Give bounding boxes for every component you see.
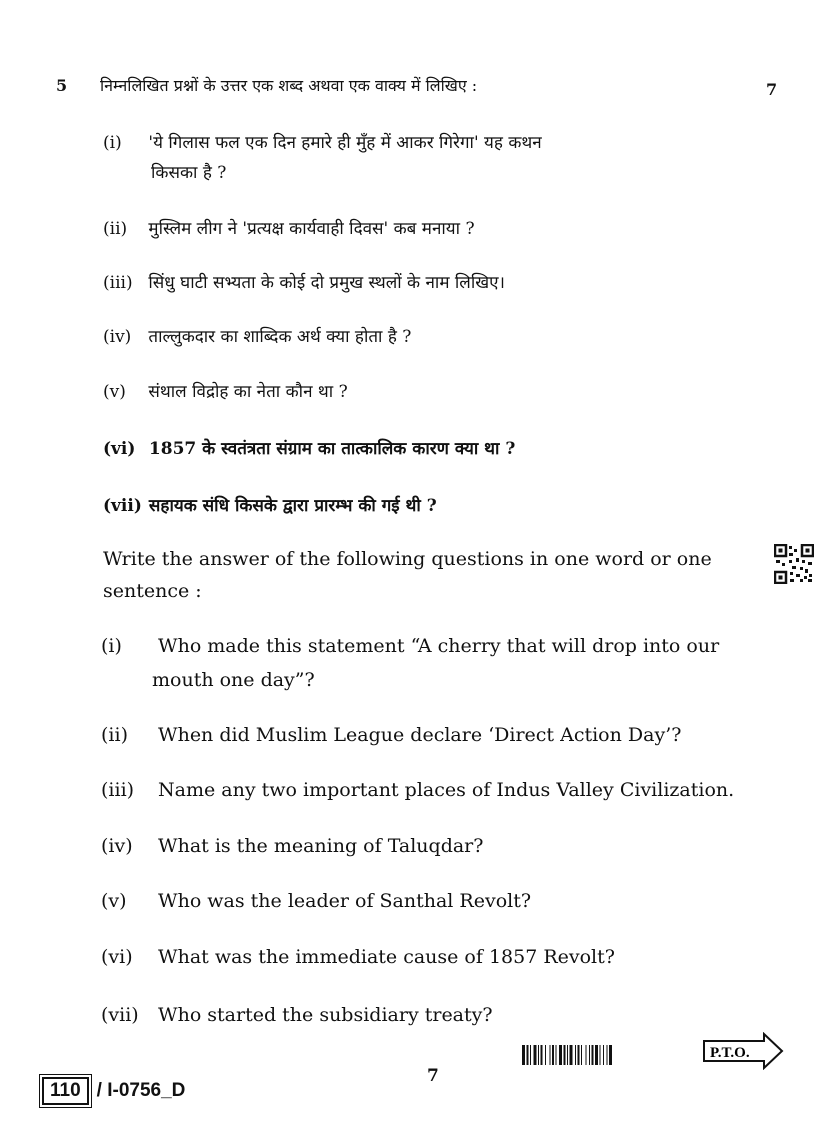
- item-label: (i): [101, 635, 122, 657]
- hindi-instruction: निम्नलिखित प्रश्नों के उत्तर एक शब्द अथवा एक वाक्य में लिखिए :: [100, 76, 478, 95]
- english-item-1-continuation: [152, 669, 315, 691]
- item-label: (ii): [103, 219, 128, 239]
- item-text: ताल्लुकदार का शाब्दिक अर्थ क्या होता है ?: [148, 327, 412, 347]
- pto-arrow-icon: [702, 1032, 784, 1070]
- question-marks: 7: [766, 80, 778, 99]
- item-label: (iv): [101, 835, 133, 857]
- item-text-cont: किसका है ?: [151, 163, 227, 183]
- item-text: 1857 के स्वतंत्रता संग्राम का तात्कालिक कारण क्या था ?: [148, 439, 516, 459]
- page-number: 7: [427, 1066, 439, 1086]
- item-text: Who started the subsidiary treaty?: [158, 1004, 493, 1026]
- english-item-4: [101, 835, 483, 857]
- paper-code-box: 110: [42, 1077, 89, 1105]
- hindi-item-4: [103, 324, 411, 347]
- english-item-7: [101, 1004, 493, 1026]
- item-text: Who made this statement “A cherry that will drop into our: [158, 635, 720, 657]
- qr-code-icon: [774, 544, 814, 584]
- english-item-1: [101, 635, 719, 657]
- item-label: (iii): [103, 273, 133, 293]
- item-text: What was the immediate cause of 1857 Revolt?: [158, 946, 615, 968]
- item-label: (vi): [101, 946, 133, 968]
- paper-code-rest: / I-0756_D: [96, 1080, 186, 1101]
- english-item-6: [101, 946, 615, 968]
- hindi-item-2: [103, 216, 475, 239]
- hindi-item-7: [103, 493, 437, 516]
- english-item-2: [101, 724, 681, 746]
- english-instruction-line2: sentence :: [103, 580, 202, 602]
- item-label: (v): [103, 382, 126, 402]
- item-label: (iii): [101, 779, 135, 801]
- item-label: (iv): [103, 327, 132, 347]
- item-text: What is the meaning of Taluqdar?: [158, 835, 484, 857]
- hindi-item-6: [103, 436, 515, 459]
- item-text: Name any two important places of Indus Valley Civilization.: [158, 779, 735, 801]
- item-text: 'ये गिलास फल एक दिन हमारे ही मुँह में आकर गिरेगा' यह कथन: [148, 133, 542, 153]
- english-instruction-line1: Write the answer of the following questions in one word or one: [103, 548, 712, 570]
- hindi-item-5: [103, 379, 348, 402]
- item-text: सिंधु घाटी सभ्यता के कोई दो प्रमुख स्थलों के नाम लिखिए।: [148, 273, 505, 293]
- barcode-icon: [522, 1045, 692, 1065]
- item-label: (vii): [101, 1004, 139, 1026]
- item-label: (v): [101, 890, 127, 912]
- hindi-item-3: [103, 270, 505, 293]
- hindi-item-1: [103, 130, 542, 153]
- hindi-item-1-continuation: [151, 160, 226, 183]
- item-text: सहायक संधि किसके द्वारा प्रारम्भ की गई थी ?: [148, 496, 437, 516]
- paper-code: [42, 1077, 185, 1105]
- question-number: 5: [56, 76, 68, 95]
- item-text-cont: mouth one day”?: [152, 669, 315, 691]
- english-item-3: [101, 779, 734, 801]
- pto-label: P.T.O.: [710, 1045, 750, 1061]
- item-text: मुस्लिम लीग ने 'प्रत्यक्ष कार्यवाही दिवस' कब मनाया ?: [148, 219, 475, 239]
- item-label: (ii): [101, 724, 128, 746]
- item-label: (vi): [103, 439, 136, 459]
- item-text: When did Muslim League declare ‘Direct Action Day’?: [158, 724, 682, 746]
- item-label: (i): [103, 133, 122, 153]
- item-label: (vii): [103, 496, 142, 516]
- item-text: संथाल विद्रोह का नेता कौन था ?: [148, 382, 348, 402]
- english-item-5: [101, 890, 531, 912]
- item-text: Who was the leader of Santhal Revolt?: [158, 890, 532, 912]
